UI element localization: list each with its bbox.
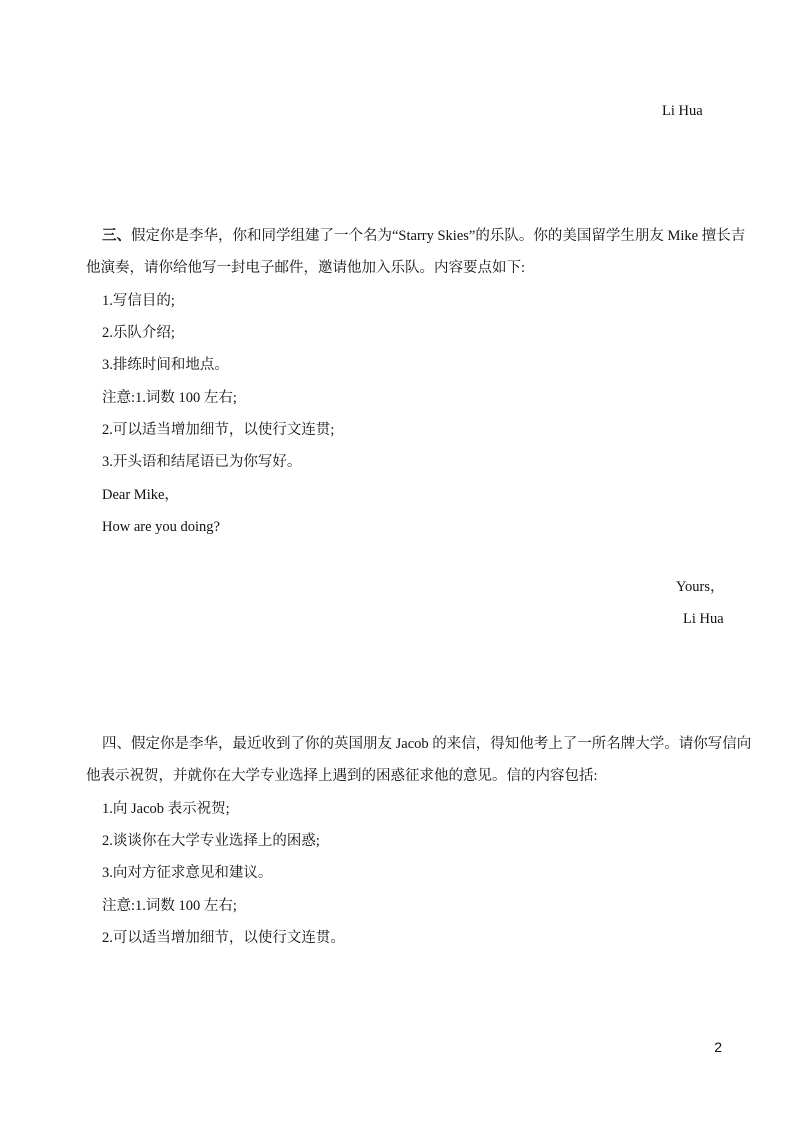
section3-prompt-line1 [102, 226, 745, 246]
section3-note: 注意:1.词数 100 左右; [102, 390, 237, 406]
section3-point: 1.写信目的; [102, 293, 175, 309]
section4-point: 2.谈谈你在大学专业选择上的困惑; [102, 833, 320, 849]
section4-prompt-line2: 他表示祝贺，并就你在大学专业选择上遇到的困惑征求他的意见。信的内容包括: [86, 768, 598, 784]
section4-point: 3.向对方征求意见和建议。 [102, 865, 273, 881]
section3-point: 3.排练时间和地点。 [102, 357, 229, 373]
section3-note: 3.开头语和结尾语已为你写好。 [102, 454, 302, 470]
section3-point: 2.乐队介绍; [102, 325, 175, 341]
section4-point: 1.向 Jacob 表示祝贺; [102, 801, 230, 817]
section3-prompt-text: 假定你是李华，你和同学组建了一个名为“Starry Skies”的乐队。你的美国留学生朋友 Mike 擅长吉 [131, 228, 746, 244]
section3-label: 三、 [102, 228, 131, 244]
section4-note: 注意:1.词数 100 左右; [102, 898, 237, 914]
section3-prompt-line2: 他演奏，请你给他写一封电子邮件，邀请他加入乐队。内容要点如下: [86, 260, 526, 276]
top-signature: Li Hua [662, 103, 703, 119]
letter-greeting: Dear Mike， [102, 487, 179, 503]
section4-prompt-line1: 四、假定你是李华，最近收到了你的英国朋友 Jacob 的来信，得知他考上了一所名牌大学。请你写信向 [102, 736, 752, 752]
section4-note: 2.可以适当增加细节，以使行文连贯。 [102, 930, 345, 946]
section3-note: 2.可以适当增加细节，以使行文连贯; [102, 422, 335, 438]
letter-signature: Li Hua [683, 611, 724, 627]
letter-closing: Yours， [676, 579, 725, 595]
letter-opening: How are you doing? [102, 519, 220, 535]
page-number: 2 [714, 1039, 722, 1055]
